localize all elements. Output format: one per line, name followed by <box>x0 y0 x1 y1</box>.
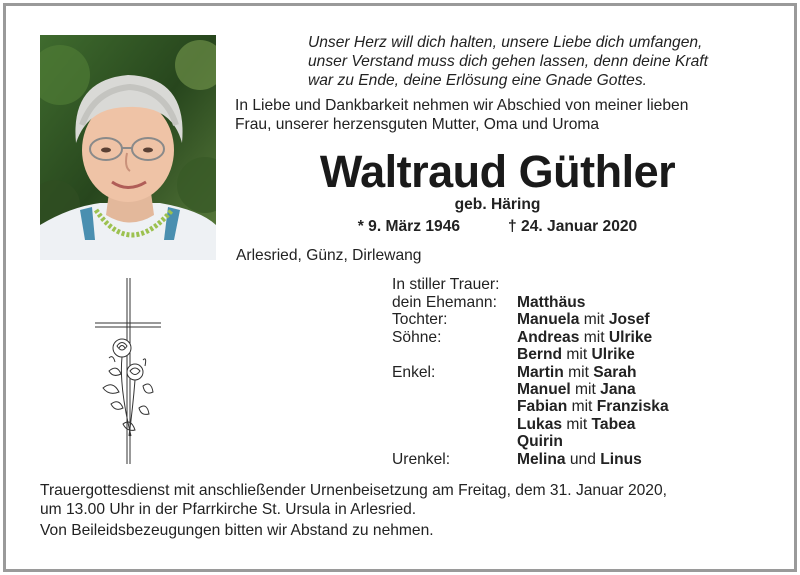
mourner-name: Matthäus <box>517 294 586 311</box>
mourner-names <box>517 381 636 399</box>
condolence-note: Von Beileidsbezeugungen bitten wir Abstand zu nehmen. <box>40 522 434 539</box>
mourner-name: Lukas <box>517 415 563 433</box>
mourner-name: Ulrike <box>591 346 635 364</box>
mourner-name: Andreas <box>517 328 580 346</box>
mourner-relation: Urenkel: <box>392 450 451 468</box>
death-date: † 24. Januar 2020 <box>508 218 638 235</box>
mourning-heading: In stiller Trauer: <box>392 276 500 293</box>
mourner-connector: mit <box>563 363 594 381</box>
mourner-name: Quirin <box>517 433 563 451</box>
mourner-name: Tabea <box>591 415 636 433</box>
deceased-name: Waltraud Güthler <box>319 146 676 197</box>
mourner-connector: mit <box>570 381 601 398</box>
mourner-connector: und <box>565 450 601 468</box>
mourner-name: Linus <box>600 450 642 468</box>
mourner-relation: Söhne: <box>392 328 442 346</box>
mourner-name: Sarah <box>593 363 637 381</box>
mourner-connector: mit <box>562 346 592 364</box>
cross-with-roses-icon <box>95 276 165 466</box>
mourner-connector: mit <box>579 311 609 329</box>
mourner-names <box>517 398 669 416</box>
birth-date: * 9. März 1946 <box>357 218 461 235</box>
service-info: Trauergottesdienst mit anschließender Urnenbeisetzung am Freitag, dem 31. Januar 2020, um 13.00 Uhr in der Pfarrkirche St. Ursula in Arlesried. <box>40 482 667 518</box>
mourner-relation: Tochter: <box>392 311 448 329</box>
mourner-relation: dein Ehemann: <box>392 294 497 311</box>
mourner-name: Ulrike <box>608 328 653 346</box>
places: Arlesried, Günz, Dirlewang <box>236 247 422 264</box>
mourner-name: Manuela <box>517 311 580 329</box>
mourner-name: Franziska <box>596 398 669 416</box>
mourner-connector: mit <box>562 415 592 433</box>
mourner-name: Melina <box>517 450 566 468</box>
poem-text: Unser Herz will dich halten, unsere Liebe dich umfangen, unser Verstand muss dich gehen lassen, denn deine Kraft war zu Ende, deine Erlösung eine Gnade Gottes. <box>308 34 708 89</box>
maiden-name: geb. Häring <box>454 196 541 213</box>
mourner-relation: Enkel: <box>392 363 436 381</box>
mourner-name: Jana <box>600 381 636 398</box>
mourner-name: Martin <box>517 363 564 381</box>
mourner-name: Fabian <box>517 398 568 416</box>
mourner-names <box>517 346 635 364</box>
mourner-names <box>517 311 650 329</box>
mourner-name: Bernd <box>517 346 563 364</box>
mourner-names <box>517 416 635 434</box>
mourner-names <box>517 433 563 451</box>
portrait-photo <box>40 35 216 260</box>
mourner-name: Josef <box>608 311 650 329</box>
mourner-names <box>517 451 642 469</box>
mourner-names <box>517 329 652 347</box>
mourner-names <box>517 364 637 382</box>
mourner-connector: mit <box>579 328 609 346</box>
mourner-connector: mit <box>567 398 597 416</box>
life-dates <box>235 218 760 236</box>
mourner-name: Manuel <box>517 381 571 398</box>
intro-text: In Liebe und Dankbarkeit nehmen wir Abschied von meiner lieben Frau, unserer herzensguten Mutter, Oma und Uroma <box>235 97 689 133</box>
mourner-names <box>517 294 585 312</box>
